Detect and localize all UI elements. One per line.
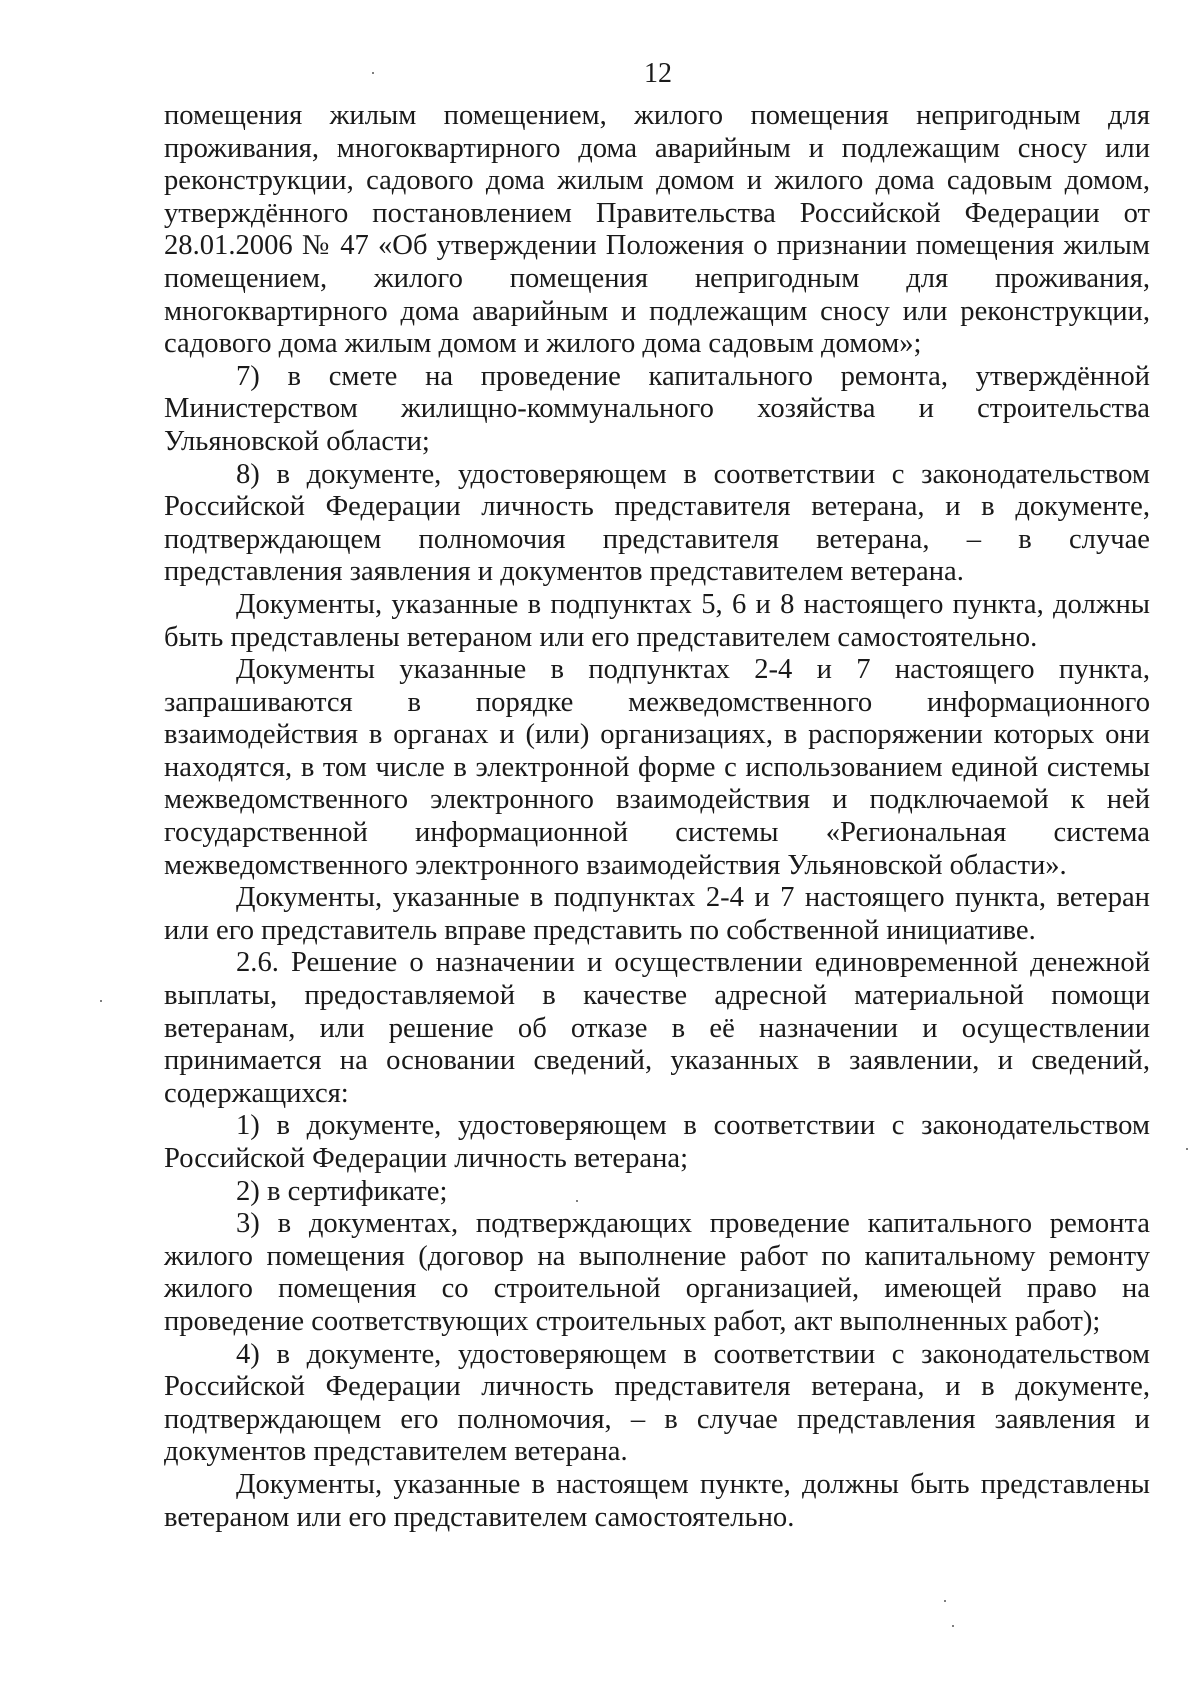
scan-speck: [952, 1625, 954, 1627]
paragraph-item-7: 7) в смете на проведение капитального ремонта, утверждённой Министерством жилищно-коммунального хозяйства и строительства Ульяновской области;: [164, 360, 1150, 457]
paragraph-section-2-6: 2.6. Решение о назначении и осуществлении единовременной денежной выплаты, предоставляемой в качестве адресной материальной помощи ветеранам, или решение об отказе в её назначении и осуществлении принимается на основании сведений, указанных в заявлении, и сведений, содержащихся:: [164, 947, 1150, 1109]
scan-speck: [944, 1600, 946, 1602]
paragraph-subitem-2: 2) в сертификате;: [236, 1175, 448, 1207]
scan-speck: [1186, 1148, 1188, 1150]
paragraph-own-initiative: Документы, указанные в подпунктах 2-4 и 7 настоящего пункта, ветеран или его представитель вправе представить по собственной инициативе.: [164, 882, 1150, 946]
scan-speck: [100, 1000, 102, 1002]
paragraph-continuation: помещения жилым помещением, жилого помещения непригодным для проживания, многоквартирного дома аварийным и подлежащим сносу или реконструкции, садового дома жилым домом и жилого дома садовым домом, утверждённого постановлением Правительства Российской Федерации от 28.01.2006 № 47 «Об утверждении Положения о признании помещения жилым помещением, жилого помещения непригодным для проживания, многоквартирного дома аварийным и подлежащим сносу или реконструкции, садового дома жилым домом и жилого дома садовым домом»;: [164, 100, 1150, 360]
paragraph-subitem-4: 4) в документе, удостоверяющем в соответствии с законодательством Российской Федерации личность представителя ветерана, и в документе, подтверждающем его полномочия, – в случае представления заявления и документов представителем ветерана.: [164, 1338, 1150, 1468]
document-body: [164, 100, 1150, 1534]
paragraph-self-submitted-docs: Документы, указанные в подпунктах 5, 6 и 8 настоящего пункта, должны быть представлены ветераном или его представителем самостоятельно.: [164, 588, 1150, 653]
paragraph-subitem-1: 1) в документе, удостоверяющем в соответствии с законодательством Российской Федерации личность ветерана;: [164, 1110, 1150, 1174]
paragraph-subitem-3: 3) в документах, подтверждающих проведение капитального ремонта жилого помещения (договор на выполнение работ по капитальному ремонту жилого помещения со строительной организацией, имеющей право на проведение соответствующих строительных работ, акт выполненных работ);: [164, 1208, 1150, 1337]
paragraph-interagency-request: Документы указанные в подпунктах 2-4 и 7 настоящего пункта, запрашиваются в порядке межведомственного информационного взаимодействия в органах и (или) организациях, в распоряжении которых они находятся, в том числе в электронной форме с использованием единой системы межведомственного электронного взаимодействия и подключаемой к ней государственной информационной системы «Региональная система межведомственного электронного взаимодействия Ульяновской области».: [164, 654, 1150, 881]
page-number: 12: [644, 58, 672, 89]
scan-speck: [576, 1200, 578, 1202]
scan-speck: [372, 72, 374, 74]
paragraph-closing: Документы, указанные в настоящем пункте, должны быть представлены ветераном или его представителем самостоятельно.: [164, 1468, 1150, 1533]
paragraph-item-8: 8) в документе, удостоверяющем в соответствии с законодательством Российской Федерации личность представителя ветерана, и в документе, подтверждающем полномочия представителя ветерана, – в случае представления заявления и документов представителем ветерана.: [164, 458, 1150, 588]
